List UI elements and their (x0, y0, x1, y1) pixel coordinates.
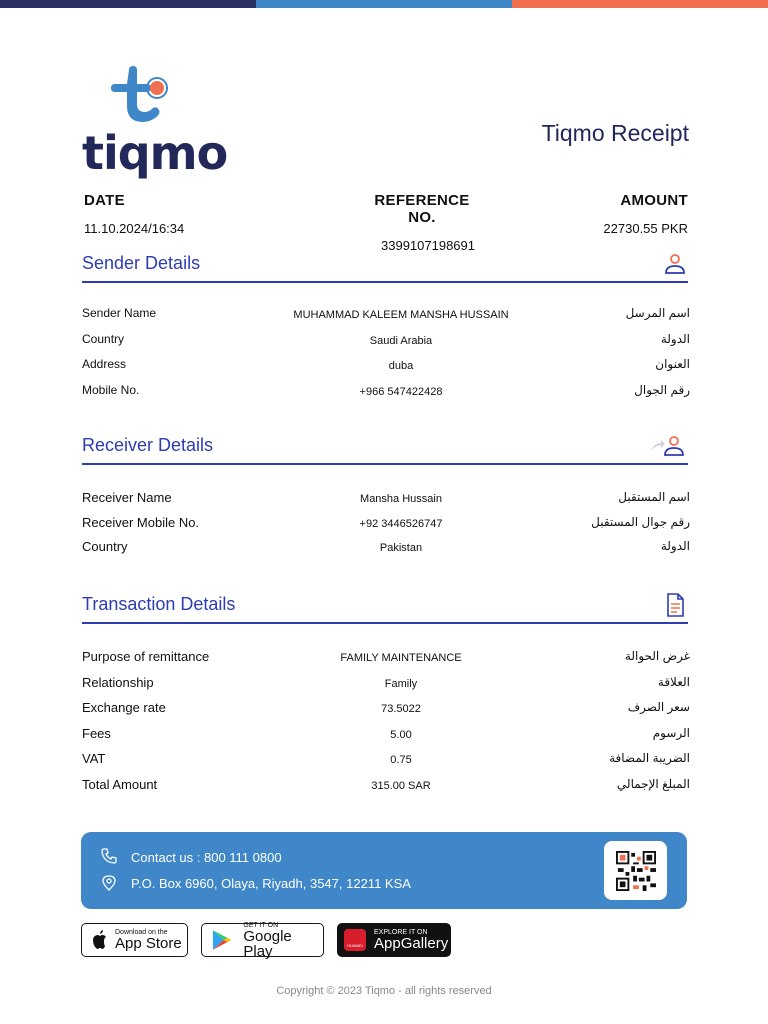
row-label: Total Amount (82, 776, 158, 792)
google-play-text: Google Play (243, 927, 292, 960)
reference-value: 3399107198691 (381, 238, 475, 253)
sender-rows (82, 306, 690, 408)
row-value: Pakistan (379, 542, 423, 554)
row-arabic-label: المبلغ الإجمالي (616, 776, 690, 791)
copyright-text: Copyright © 2023 Tiqmo - all rights reserved (276, 985, 492, 997)
huawei-icon (344, 929, 366, 951)
sender-section-header (82, 253, 688, 283)
row-arabic-label: الرسوم (652, 725, 690, 740)
row-arabic-label: الضريبة المضافة (609, 751, 690, 765)
tiqmo-logo (82, 66, 228, 181)
receiver-rows (82, 490, 690, 564)
row-value: Family (384, 677, 418, 690)
date-column (84, 192, 184, 236)
sender-row (82, 357, 690, 383)
qr-code (604, 841, 667, 900)
row-value: Saudi Arabia (369, 334, 433, 347)
transaction-rows (82, 649, 690, 802)
row-label: VAT (82, 751, 106, 766)
phone-icon (101, 848, 117, 864)
row-value: 5.00 (390, 728, 412, 741)
receipt-title: Tiqmo Receipt (541, 120, 689, 146)
google-play-icon (210, 928, 233, 952)
app-gallery-badge[interactable] (337, 923, 451, 957)
user-forward-icon (648, 433, 688, 459)
document-icon (662, 592, 688, 618)
huawei-badge-text: HUAWEI (347, 943, 363, 948)
app-gallery-small-text: EXPLORE IT ON (374, 929, 428, 936)
row-value: MUHAMMAD KALEEM MANSHA HUSSAIN (293, 309, 509, 321)
row-value: Mansha Hussain (360, 493, 442, 505)
row-label: Receiver Name (82, 490, 172, 505)
sender-section-title: Sender Details (82, 253, 201, 273)
color-bar-orange (512, 0, 768, 8)
user-icon (662, 251, 688, 277)
row-value: 0.75 (390, 754, 412, 766)
app-store-small-text: Download on the (115, 929, 168, 936)
row-arabic-label: العلاقة (657, 674, 690, 689)
transaction-row (82, 726, 690, 752)
reference-column (362, 192, 482, 253)
sender-row (82, 306, 690, 332)
apple-icon (89, 929, 111, 951)
row-label: Receiver Mobile No. (82, 514, 200, 530)
amount-column (603, 192, 688, 236)
contact-card (81, 832, 687, 909)
app-gallery-text: AppGallery (374, 935, 449, 952)
row-value: duba (388, 360, 414, 372)
receiver-row (82, 490, 690, 515)
color-bar-navy (0, 0, 256, 8)
row-arabic-label: سعر الصرف (627, 700, 690, 714)
transaction-row (82, 700, 690, 726)
location-pin-icon (101, 875, 117, 891)
transaction-section-header (82, 594, 688, 624)
sender-row (82, 332, 690, 358)
row-label: Relationship (82, 674, 154, 690)
google-play-small-text: GET IT ON (243, 921, 279, 929)
row-label: Fees (82, 725, 111, 741)
sender-row (82, 383, 690, 409)
receiver-row (82, 515, 690, 540)
row-arabic-label: اسم المرسل (625, 306, 690, 320)
row-label: Purpose of remittance (82, 649, 210, 664)
logo-wordmark: tiqmo (82, 126, 228, 180)
row-arabic-label: غرض الحوالة (624, 649, 690, 663)
transaction-row (82, 777, 690, 803)
app-store-badge[interactable] (81, 923, 188, 957)
contact-address: P.O. Box 6960, Olaya, Riyadh, 3547, 12211 KSA (131, 876, 411, 891)
row-label: Mobile No. (82, 382, 140, 397)
transaction-section-title: Transaction Details (82, 594, 236, 614)
row-value: +92 3446526747 (359, 517, 443, 530)
transaction-row (82, 649, 690, 675)
row-label: Country (82, 331, 125, 346)
receipt-summary (84, 192, 688, 253)
contact-phone[interactable]: Contact us : 800 111 0800 (131, 850, 282, 865)
row-arabic-label: العنوان (655, 357, 690, 371)
receiver-section-title: Receiver Details (82, 435, 214, 455)
row-arabic-label: رقم جوال المستقبل (591, 514, 690, 529)
row-arabic-label: الدولة (660, 539, 690, 553)
transaction-row (82, 675, 690, 701)
tiqmo-logo-mark (107, 66, 177, 128)
row-value: 73.5022 (381, 703, 421, 715)
qr-code-icon (616, 851, 656, 891)
row-arabic-label: الدولة (660, 331, 690, 346)
amount-label: AMOUNT (620, 192, 688, 209)
top-color-bar (0, 0, 768, 8)
row-value: 315.00 SAR (371, 779, 431, 792)
row-label: Country (82, 539, 128, 554)
receiver-row (82, 539, 690, 564)
transaction-row (82, 751, 690, 777)
date-value: 11.10.2024/16:34 (84, 221, 185, 236)
google-play-badge[interactable] (201, 921, 324, 960)
receiver-section-header (82, 435, 688, 465)
amount-value: 22730.55 PKR (603, 221, 688, 236)
row-label: Exchange rate (82, 700, 166, 715)
app-store-text: App Store (115, 935, 182, 952)
reference-label: REFERENCE NO. (374, 192, 470, 226)
row-arabic-label: رقم الجوال (634, 382, 690, 397)
row-value: FAMILY MAINTENANCE (340, 652, 462, 664)
row-label: Sender Name (82, 306, 157, 320)
row-arabic-label: اسم المستقبل (618, 490, 690, 504)
row-value: +966 547422428 (359, 385, 443, 398)
color-bar-blue (256, 0, 512, 8)
row-label: Address (82, 357, 127, 371)
date-label: DATE (84, 192, 125, 209)
